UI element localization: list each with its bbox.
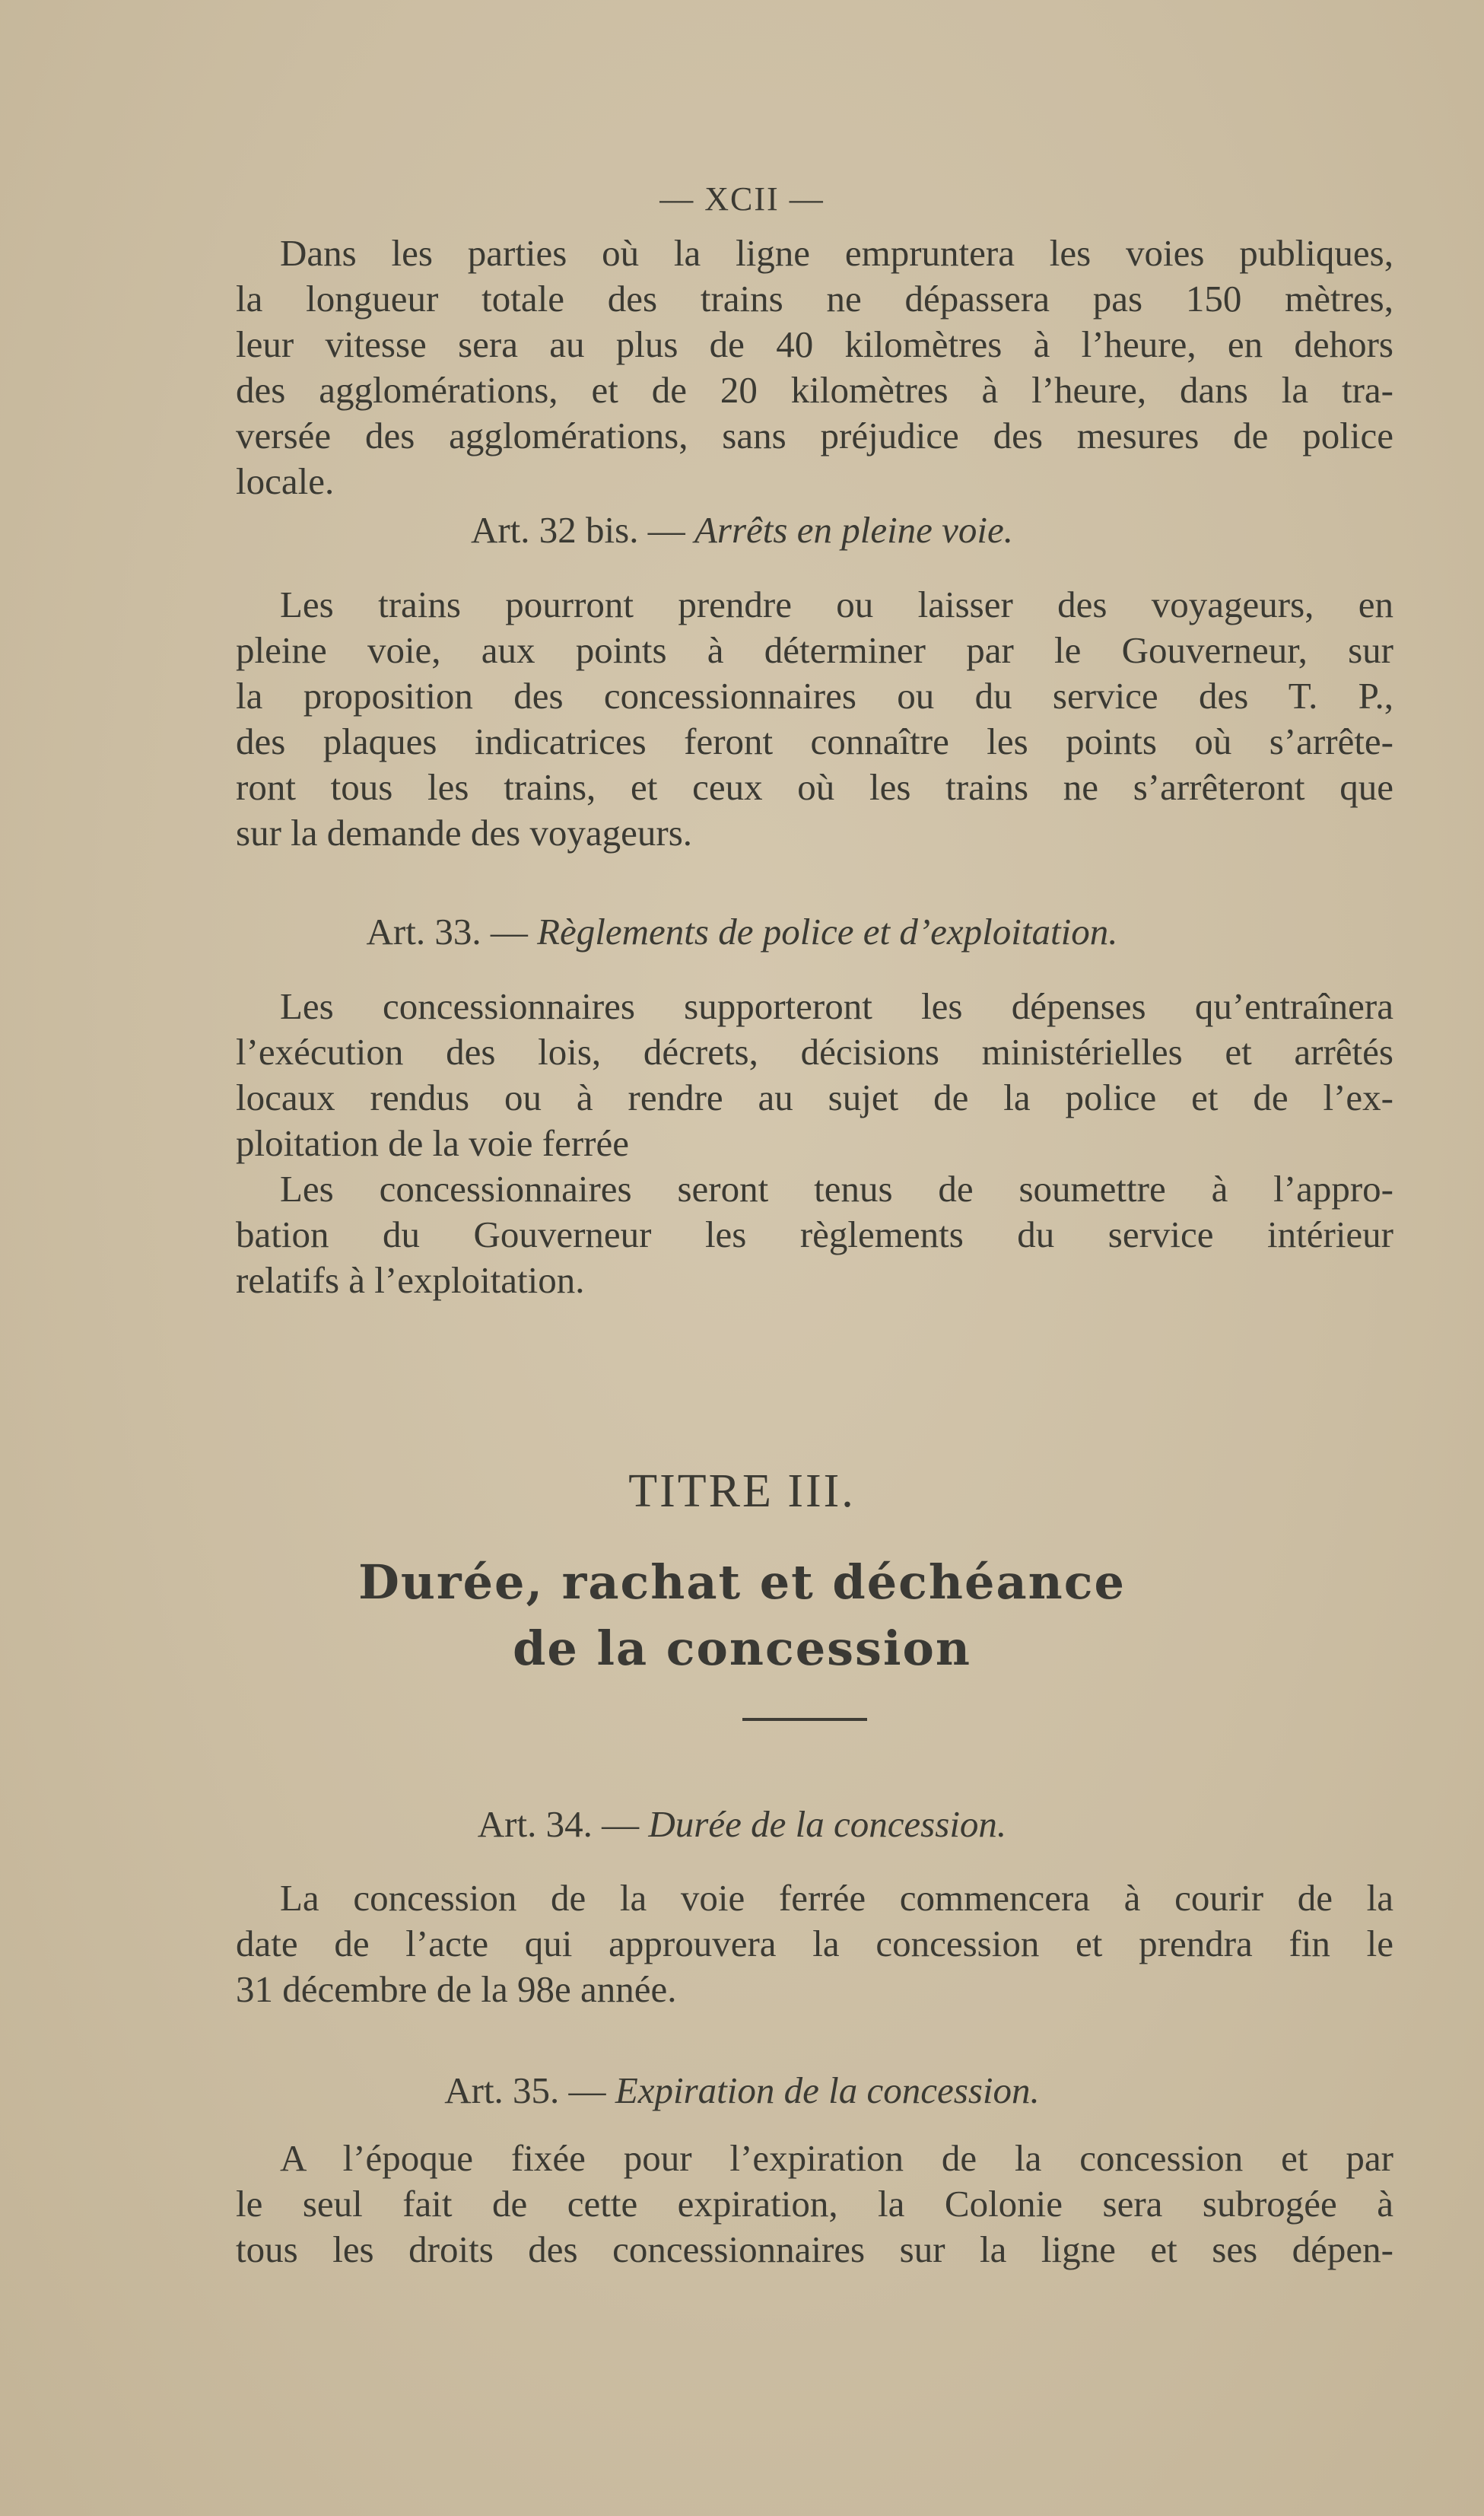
text-line: La concession de la voie ferrée commencera à courir de la xyxy=(280,1877,1393,1919)
text-line: leur vitesse sera au plus de 40 kilomètres à l’heure, en dehors xyxy=(236,323,1393,365)
text-line: date de l’acte qui approuvera la concession et prendra fin le xyxy=(236,1923,1393,1964)
text-line: Les concessionnaires supporteront les dépenses qu’entraînera xyxy=(280,985,1393,1027)
article-title: Règlements de police et d’exploitation. xyxy=(537,911,1118,953)
paragraph-stops xyxy=(236,582,1393,856)
text-line: 31 décembre de la 98e année. xyxy=(236,1968,677,2010)
article-number: Art. 32 bis. — xyxy=(470,509,685,551)
paragraph-expiration xyxy=(236,2136,1393,2273)
text-line: locaux rendus ou à rendre au sujet de la police et de l’ex- xyxy=(236,1077,1393,1118)
text-line: A l’époque fixée pour l’expiration de la concession et par xyxy=(280,2137,1393,2179)
text-line: Les trains pourront prendre ou laisser des voyageurs, en xyxy=(280,584,1393,625)
title-section: TITRE III. xyxy=(628,1465,856,1517)
paragraph-duration xyxy=(236,1875,1393,2012)
article-number: Art. 34. — xyxy=(477,1803,640,1845)
text-line: locale. xyxy=(236,460,335,502)
text-line: la longueur totale des trains ne dépassera pas 150 mètres, xyxy=(236,278,1393,320)
article-35-heading xyxy=(0,2068,1484,2114)
text-line: Les concessionnaires seront tenus de soumettre à l’appro- xyxy=(280,1168,1393,1210)
text-line: pleine voie, aux points à déterminer par le Gouverneur, sur xyxy=(236,629,1393,671)
text-line: des plaques indicatrices feront connaître les points où s’arrête- xyxy=(236,720,1393,762)
article-title: Arrêts en pleine voie. xyxy=(694,509,1014,551)
text-line: la proposition des concessionnaires ou du service des T. P., xyxy=(236,675,1393,717)
text-line: ront tous les trains, et ceux où les trains ne s’arrêteront que xyxy=(236,766,1393,808)
article-number: Art. 35. — xyxy=(444,2069,606,2111)
article-34-heading xyxy=(0,1802,1484,1847)
section-heading-line2: de la concession xyxy=(513,1621,971,1676)
text-line: tous les droits des concessionnaires sur la ligne et ses dépen- xyxy=(236,2228,1393,2270)
text-line: des agglomérations, et de 20 kilomètres à l’heure, dans la tra- xyxy=(236,369,1393,411)
text-line: versée des agglomérations, sans préjudice des mesures de police xyxy=(236,415,1393,456)
article-33-heading xyxy=(0,909,1484,955)
text-line: sur la demande des voyageurs. xyxy=(236,812,693,854)
page-number-header: — XCII — xyxy=(659,180,825,218)
article-32-heading xyxy=(0,507,1484,553)
section-divider xyxy=(742,1718,867,1721)
text-line: relatifs à l’exploitation. xyxy=(236,1259,585,1301)
article-number: Art. 33. — xyxy=(366,911,528,953)
text-line: l’exécution des lois, décrets, décisions ministérielles et arrêtés xyxy=(236,1031,1393,1073)
text-line: le seul fait de cette expiration, la Colonie sera subrogée à xyxy=(236,2183,1393,2225)
text-line: Dans les parties où la ligne empruntera les voies publiques, xyxy=(280,232,1393,274)
article-title: Expiration de la concession. xyxy=(615,2069,1040,2111)
paragraph-police-costs xyxy=(236,984,1393,1166)
text-line: ploitation de la voie ferrée xyxy=(236,1122,629,1164)
paragraph-traffic-limits xyxy=(236,231,1393,504)
paragraph-regulations xyxy=(236,1166,1393,1303)
text-line: bation du Gouverneur les règlements du service intérieur xyxy=(236,1213,1393,1255)
article-title: Durée de la concession. xyxy=(648,1803,1007,1845)
section-heading-line1: Durée, rachat et déchéance xyxy=(358,1554,1126,1610)
